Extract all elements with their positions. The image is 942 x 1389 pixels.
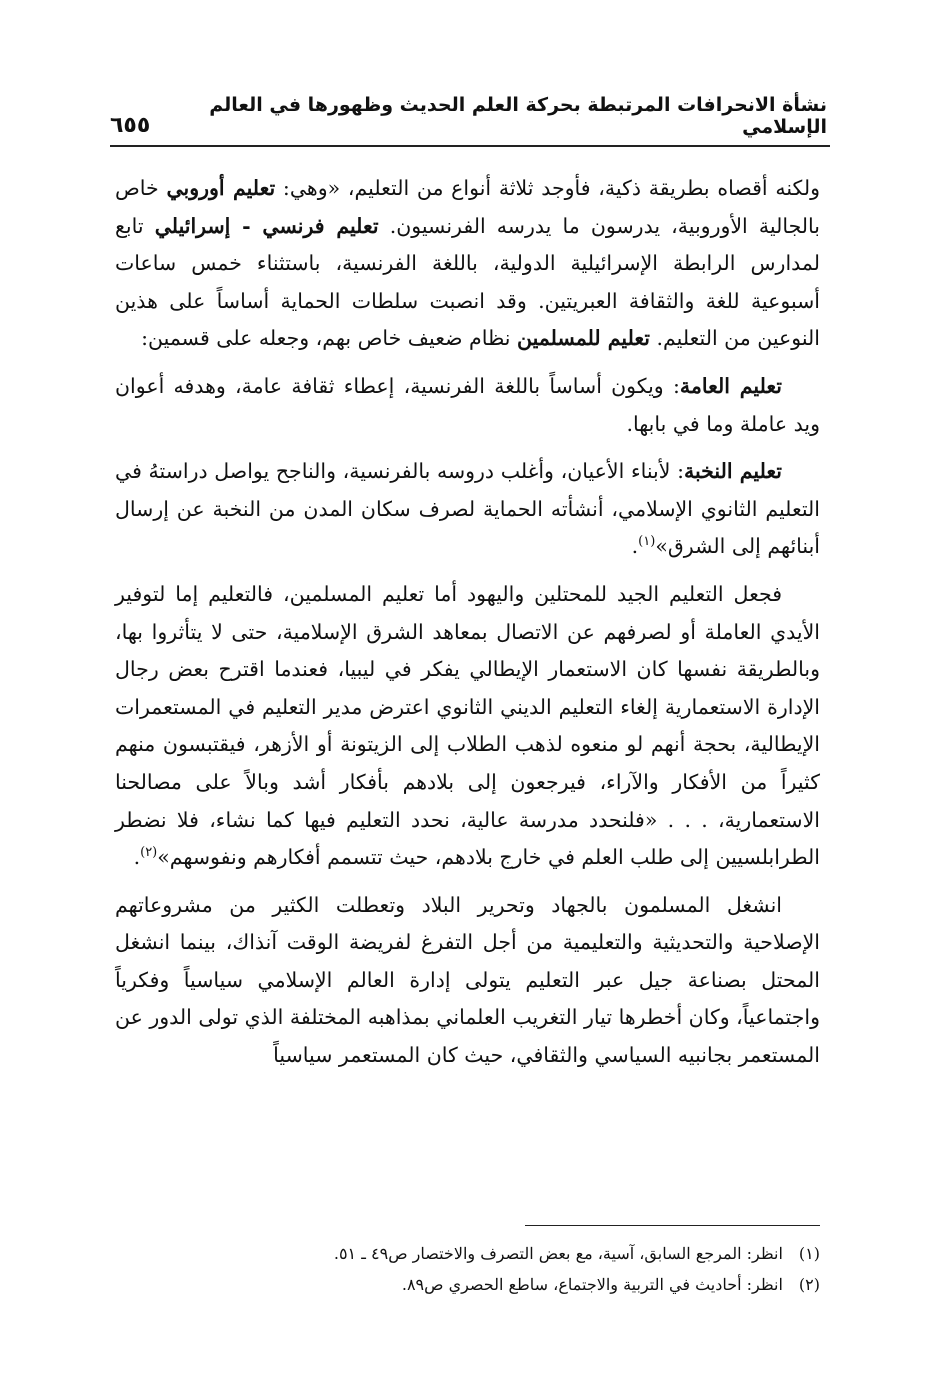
- paragraph-4: فجعل التعليم الجيد للمحتلين واليهود أما تعليم المسلمين، فالتعليم إما لتوفير الأيدي العاملة أو لصرفهم عن الاتصال بمعاهد الشرق الإسلامية، حتى لا يتأثروا بها، وبالطريقة نفسها كان الاستعمار الإيطالي يفكر في ليبيا، فعندما اقترح بعض رجال الإدارة الاستعمارية إلغاء التعليم الديني الثانوي اعترض مدير التعليم في المستعمرات الإيطالية، بحجة أنهم لو منعوه لذهب الطلاب إلى الزيتونة أو الأزهر، فيقتبسون منهم كثيراً من الأفكار والآراء، فيرجعون إلى بلادهم بأفكار أشد وبالاً على مصالحنا الاستعمارية، . . . «فلنحدد مدرسة عالية، نحدد التعليم فيها كما نشاء، فلا نضطر الطرابلسيين إلى طلب العلم في خارج بلادهم، حيث تتسمم أفكارهم ونفوسهم»$^{(٢)}$.: [115, 581, 820, 870]
- page-number: ٦٥٥: [110, 113, 151, 138]
- footnotes: [115, 1238, 820, 1300]
- term-european-education: تعليم أوروبي: [166, 176, 276, 200]
- running-header: [110, 94, 827, 138]
- term-french-israeli-education: تعليم فرنسي - إسرائيلي: [154, 213, 379, 238]
- paragraph-1: ولكنه أقصاه بطريقة ذكية، فأوجد ثلاثة أنواع من التعليم، «وهي: تعليم أوروبي خاص بالجالية الأوروبية، يدرسون ما يدرسه الفرنسيون. تعليم فرنسي - إسرائيلي تابع لمدارس الرابطة الإسرائيلية الدولية، باللغة الفرنسية، باستثناء خمس ساعات أسبوعية للغة والثقافة العبريتين. وقد انصبت سلطات الحماية أساساً على هذين النوعين من التعليم. تعليم للمسلمين نظام ضعيف خاص بهم، وجعله على قسمين:: [115, 176, 820, 351]
- footnote-text: انظر: المرجع السابق، آسية، مع بعض التصرف والاختصار ص٤٩ ـ ٥١.: [333, 1244, 783, 1263]
- running-title: نشأة الانحرافات المرتبطة بحركة العلم الحديث وظهورها في العالم الإسلامي: [209, 94, 827, 138]
- paragraph-2: تعليم العامة: ويكون أساساً باللغة الفرنسية، إعطاء ثقافة عامة، وهدفه أعوان ويد عاملة وما في بابها.: [115, 373, 820, 436]
- body-text: [115, 170, 820, 1085]
- footnote-text: انظر: أحاديث في التربية والاجتماع، ساطع الحصري ص٨٩.: [401, 1275, 783, 1294]
- term-elite-education: تعليم النخبة: [683, 459, 782, 484]
- footnote-1: [115, 1238, 820, 1269]
- footnote-2: [115, 1269, 820, 1300]
- footnote-ref-2[interactable]: (٢): [140, 845, 158, 861]
- footnote-rule: [525, 1225, 820, 1226]
- term-muslim-education: تعليم للمسلمين: [517, 326, 650, 351]
- paragraph-3: تعليم النخبة: لأبناء الأعيان، وأغلب دروسه بالفرنسية، والناجح يواصل دراستهُ في التعليم الثانوي الإسلامي، أنشأته الحماية لصرف سكان المدن من النخبة عن إرسال أبنائهم إلى الشرق»$^{(١)}$.: [115, 459, 820, 559]
- footnote-ref-1[interactable]: (١): [638, 534, 656, 550]
- footnote-number: (٢): [798, 1275, 820, 1294]
- footnote-number: (١): [798, 1244, 820, 1263]
- paragraph-5: انشغل المسلمون بالجهاد وتحرير البلاد وتعطلت الكثير من مشروعاتهم الإصلاحية والتحديثية والتعليمية من أجل التفرغ لفريضة الوقت آنذاك، بينما انشغل المحتل بصناعة جيل عبر التعليم يتولى إدارة العالم الإسلامي سياسياً وفكرياً واجتماعياً، وكان أخطرها تيار التغريب العلماني بمذاهبه المختلفة الذي تولى الدور عن المستعمر بجانبيه السياسي والثقافي، حيث كان المستعمر سياسياً: [115, 892, 820, 1068]
- header-rule: [110, 145, 830, 147]
- term-public-education: تعليم العامة: [679, 373, 782, 398]
